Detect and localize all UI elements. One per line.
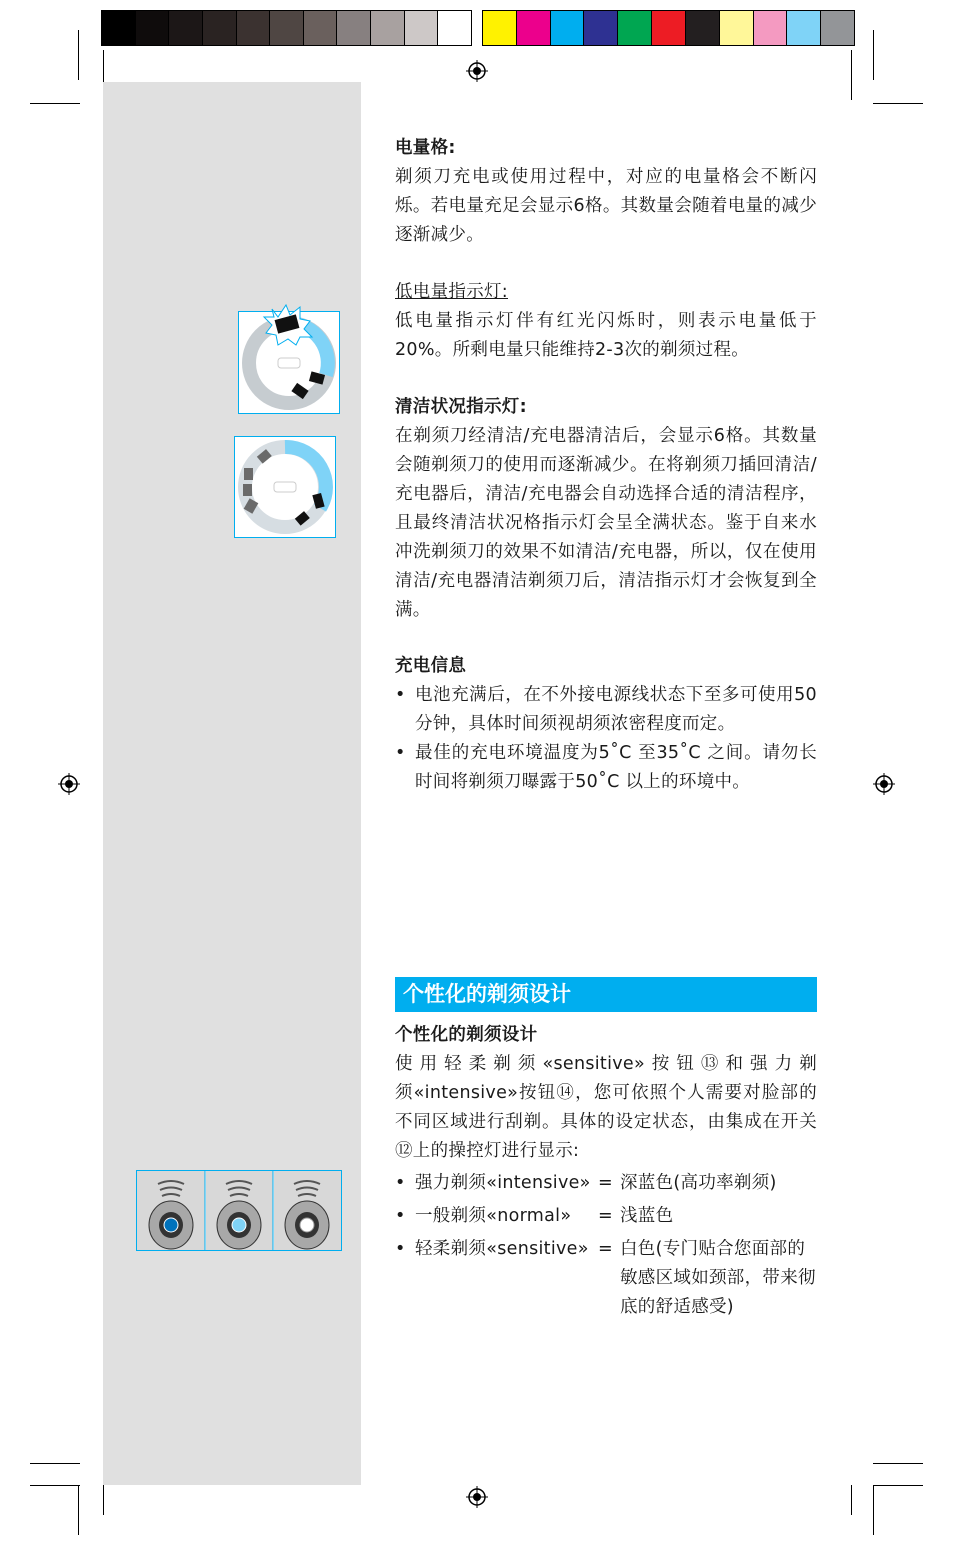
color-swatch — [203, 11, 237, 45]
list-item: • 轻柔剃须«sensitive» = 白色(专门贴合您面部的敏感区域如颈部，带来彻底的舒适感受) — [395, 1239, 816, 1317]
registration-mark-icon — [873, 773, 895, 795]
cleaning-text: 在剃须刀经清洁/充电器清洁后，会显示6格。其数量会随剃须刀的使用而逐渐减少。在将剃须刀插回清洁/充电器后，清洁/充电器会自动选择合适的清洁程序，且最终清洁状况格指示灯会呈全满状态。鉴于自来水冲洗剃须刀的效果不如清洁/充电器，所以，仅在使用清洁/充电器清洁剃须刀后，清洁指示灯才会恢复到全满。 — [395, 426, 817, 620]
color-calibration-bar — [482, 10, 855, 46]
color-swatch — [405, 11, 439, 45]
color-swatch — [438, 11, 471, 45]
color-swatch — [720, 11, 754, 45]
registration-mark-icon — [58, 773, 80, 795]
battery-display-icon — [238, 303, 340, 414]
personal-shave-heading: 个性化的剃须设计 — [395, 1025, 538, 1045]
mode-light-icon — [136, 1170, 342, 1251]
color-swatch — [517, 11, 551, 45]
color-swatch — [754, 11, 788, 45]
cleaning-display-icon — [234, 436, 336, 538]
low-battery-heading: 低电量指示灯: — [395, 282, 508, 302]
section-banner: 个性化的剃须设计 — [395, 977, 817, 1012]
grayscale-calibration-bar — [101, 10, 472, 46]
color-swatch — [237, 11, 271, 45]
charge-heading: 充电信息 — [395, 656, 467, 676]
battery-heading: 电量格: — [395, 138, 456, 158]
list-item: • 最佳的充电环境温度为5˚C 至35˚C 之间。请勿长时间将剃须刀曝露于50˚C 以上的环境中。 — [395, 743, 817, 792]
color-swatch — [618, 11, 652, 45]
personal-shave-section — [395, 1021, 817, 1322]
color-swatch — [169, 11, 203, 45]
color-swatch — [652, 11, 686, 45]
color-swatch — [551, 11, 585, 45]
color-swatch — [270, 11, 304, 45]
color-swatch — [584, 11, 618, 45]
color-swatch — [821, 11, 854, 45]
color-swatch — [102, 11, 136, 45]
sidebar-panel — [103, 82, 361, 1485]
color-swatch — [787, 11, 821, 45]
color-swatch — [371, 11, 405, 45]
color-swatch — [337, 11, 371, 45]
low-battery-section — [395, 278, 817, 365]
list-item: • 一般剃须«normal» = 浅蓝色 — [395, 1206, 674, 1226]
battery-section — [395, 134, 817, 250]
color-swatch — [136, 11, 170, 45]
cleaning-section — [395, 393, 817, 625]
low-battery-text: 低电量指示灯伴有红光闪烁时，则表示电量低于20%。所剩电量只能维持2-3次的剃须过程。 — [395, 311, 817, 360]
color-swatch — [304, 11, 338, 45]
color-swatch — [483, 11, 517, 45]
personal-shave-text: 使用轻柔剃须«sensitive»按钮⑬和强力剃须«intensive»按钮⑭，您可依照个人需要对脸部的不同区域进行刮剃。具体的设定状态，由集成在开关⑫上的操控灯进行显示: — [395, 1054, 817, 1161]
list-item: • 电池充满后，在不外接电源线状态下至多可使用50分钟，具体时间须视胡须浓密程度而定。 — [395, 685, 817, 734]
cleaning-heading: 清洁状况指示灯: — [395, 397, 527, 417]
battery-text: 剃须刀充电或使用过程中，对应的电量格会不断闪烁。若电量充足会显示6格。其数量会随着电量的减少逐渐减少。 — [395, 167, 817, 245]
list-item: • 强力剃须«intensive» = 深蓝色(高功率剃须) — [395, 1173, 777, 1193]
charge-section — [395, 652, 817, 797]
color-swatch — [686, 11, 720, 45]
registration-mark-icon — [466, 1486, 488, 1508]
registration-mark-icon — [466, 60, 488, 82]
